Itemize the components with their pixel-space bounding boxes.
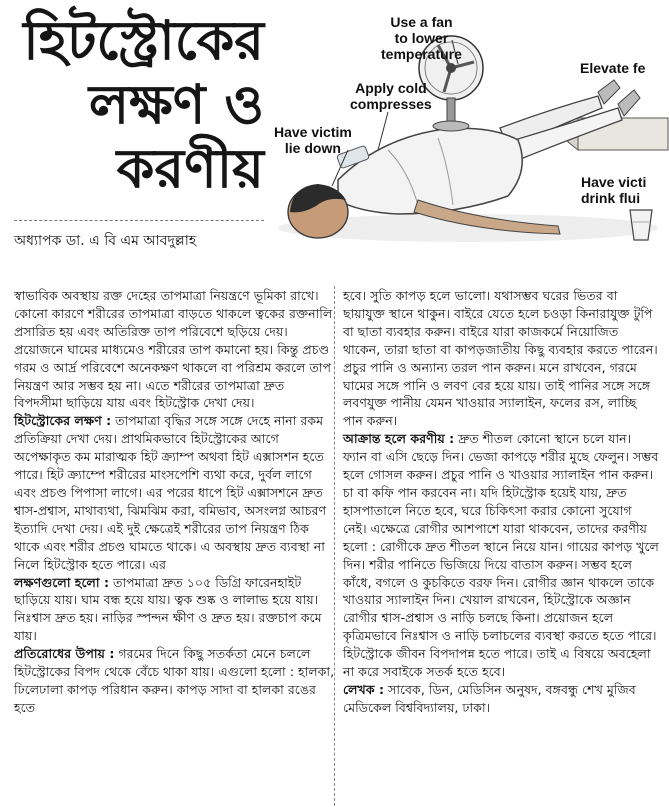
paragraph-text: তাপমাত্রা বৃদ্ধির সঙ্গে সঙ্গে দেহে নানা রকম প্রতিক্রিয়া দেখা দেয়। প্রাথমিকভাবে হিটস্ট্রোকের আগে অপেক্ষাকৃত কম মারাত্মক হিট ক্র্যাম্প অথবা হিট এক্সাসশন হতে পারে। হিট ক্র্যাম্পে শরীরের মাংসপেশি ব্যথা করে, দুর্বল লাগে এবং প্রচণ্ড পিপাসা লাগে। এর পরের ধাপে হিট এক্সাসশনে দ্রুত শ্বাস-প্রশ্বাস, মাথাব্যথা, ঝিমঝিম করা, বমিভাব, অসংলগ্ন আচরণ ইত্যাদি দেখা দেয়। এই দুই ক্ষেত্রেই শরীরের তাপ নিয়ন্ত্রণ ঠিক থাকে এবং শরীর প্রচণ্ড ঘামতে থাকে। এ অবস্থায় দ্রুত ব্যবস্থা না নিলে হিটস্ট্রোক হতে পারে। এর xyxy=(14,413,327,572)
article-column-left xyxy=(14,287,336,717)
headline-line: লক্ষণ ও xyxy=(88,72,264,136)
section-heading: লক্ষণগুলো হলো : xyxy=(14,574,109,590)
caption-cold-compress xyxy=(350,80,432,112)
caption-line: lie down xyxy=(284,140,341,156)
heatstroke-first-aid-illustration xyxy=(268,0,669,262)
author-byline: অধ্যাপক ডা. এ বি এম আবদুল্লাহ xyxy=(14,233,197,249)
paragraph xyxy=(14,574,336,646)
paragraph-text: দ্রুত শীতল কোনো স্থানে চলে যান। ফ্যান বা এসি ছেড়ে দিন। ভেজা কাপড়ে শরীর মুছে ফেলুন। সম্ভব হলে গোসল করুন। প্রচুর পানি ও খাওয়ার স্যালাইন পান করুন। চা বা কফি পান করবেন না। যদি হিটস্ট্রোক হয়েই যায়, দ্রুত হাসপাতালে নিতে হবে, ঘরে চিকিৎসা করার কোনো সুযোগ নেই। এক্ষেত্রে রোগীর আশপাশে যারা থাকবেন, তাদের করণীয় হলো : রোগীকে দ্রুত শীতল স্থানে নিয়ে যান। গায়ের কাপড় খুলে দিন। শরীর পানিতে ভিজিয়ে দিয়ে বাতাস করুন। সম্ভব হলে কাঁধে, বগলে ও কুচকিতে বরফ দিন। রোগীর জ্ঞান থাকলে তাকে খাওয়ার স্যালাইন দিন। খেয়াল রাখবেন, হিটস্ট্রোকে অজ্ঞান রোগীর শ্বাস-প্রশ্বাস ও নাড়ি চলছে কিনা। প্রয়োজন হলে কৃত্রিমভাবে নিঃশ্বাস ও নাড়ি চলাচলের ব্যবস্থা করতে হতে পারে। হিটস্ট্রোকে জীবন বিপদাপন্ন হতে পারে। তাই এ বিষয়ে অবহেলা না করে সবাইকে সতর্ক হতে হবে। xyxy=(343,431,659,680)
caption-line: compresses xyxy=(350,96,432,112)
caption-line: to lower xyxy=(394,30,449,46)
paragraph xyxy=(14,412,336,573)
section-heading: লেখক : xyxy=(343,681,384,697)
caption-line: drink flui xyxy=(581,190,641,206)
caption-lie-down xyxy=(274,124,352,156)
paragraph xyxy=(14,287,336,412)
caption-line: Use a fan xyxy=(390,14,453,30)
paragraph-text: হবে। সুতি কাপড় হলে ভালো। যথাসম্ভব ঘরের ভিতর বা ছায়াযুক্ত স্থানে থাকুন। বাইরে যেতে হলে চওড়া কিনারাযুক্ত টুপি বা ছাতা ব্যবহার করুন। বাইরে যারা কাজকর্মে নিয়োজিত থাকেন, তারা ছাতা বা কাপড়জাতীয় কিছু ব্যবহার করতে পারেন। প্রচুর পানি ও অন্যান্য তরল পান করুন। মনে রাখবেন, গরমে ঘামের সঙ্গে পানি ও লবণ বের হয়ে যায়। তাই পানির সঙ্গে সঙ্গে লবণযুক্ত পানীয় যেমন খাওয়ার স্যালাইন, ফলের রস, লাচ্ছি পান করুন। xyxy=(343,288,658,429)
headline-line: করণীয় xyxy=(116,136,264,200)
byline-divider xyxy=(14,220,264,221)
caption-drink-fluids xyxy=(581,174,646,206)
article-column-right xyxy=(343,287,659,717)
paragraph xyxy=(343,681,659,717)
headline-line: হিটস্ট্রোকের xyxy=(23,8,264,72)
paragraph-text: তাপমাত্রা দ্রুত ১০৫ ডিগ্রি ফারেনহাইট ছাড়িয়ে যায়। ঘাম বন্ধ হয়ে যায়। ত্বক শুষ্ক ও লালাভ হয়ে যায়। নিঃশ্বাস দ্রুত হয়। নাড়ির স্পন্দন ক্ষীণ ও দ্রুত হয়। রক্তচাপ কমে যায়। xyxy=(14,574,322,644)
paragraph-text: সাবেক, ডিন, মেডিসিন অনুষদ, বঙ্গবন্ধু শেখ মুজিব মেডিকেল বিশ্ববিদ্যালয়, ঢাকা। xyxy=(343,681,636,715)
paragraph-text: স্বাভাবিক অবস্থায় রক্ত দেহের তাপমাত্রা নিয়ন্ত্রণে ভূমিকা রাখে। কোনো কারণে শরীরের তাপমাত্রা বাড়তে থাকলে ত্বকের রক্তনালি প্রসারিত হয় এবং অতিরিক্ত তাপ পরিবেশে ছড়িয়ে দেয়। প্রয়োজনে ঘামের মাধ্যমেও শরীরের তাপ কমানো হয়। কিন্তু প্রচণ্ড গরম ও আর্দ্র পরিবেশে অনেকক্ষণ থাকলে বা পরিশ্রম করলে তাপ নিয়ন্ত্রণ আর সম্ভব হয় না। এতে শরীরের তাপমাত্রা দ্রুত বিপদসীমা ছাড়িয়ে যায় এবং হিটস্ট্রোক দেখা দেয়। xyxy=(14,288,333,411)
caption-line: Have victim xyxy=(274,124,352,140)
column-divider xyxy=(334,286,335,806)
section-heading: হিটস্ট্রোকের লক্ষণ : xyxy=(14,413,112,429)
caption-line: Apply cold xyxy=(355,80,427,96)
section-heading: প্রতিরোধের উপায় : xyxy=(14,646,115,662)
headline xyxy=(14,8,264,218)
paragraph xyxy=(14,645,336,717)
caption-fan xyxy=(381,14,462,62)
paragraph xyxy=(343,430,659,681)
caption-elevate: Elevate fe xyxy=(580,60,646,76)
paragraph-text: গরমের দিনে কিছু সতর্কতা মেনে চললে হিটস্ট্রোকের বিপদ থেকে বেঁচে থাকা যায়। এগুলো হলো : হালকা, ঢিলেঢালা কাপড় পরিধান করুন। কাপড় সাদা বা হালকা রঙের হতে xyxy=(14,646,335,715)
section-heading: আক্রান্ত হলে করণীয় : xyxy=(343,431,455,447)
caption-line: temperature xyxy=(381,46,462,62)
caption-line: Have victi xyxy=(581,174,647,190)
paragraph xyxy=(343,287,659,430)
